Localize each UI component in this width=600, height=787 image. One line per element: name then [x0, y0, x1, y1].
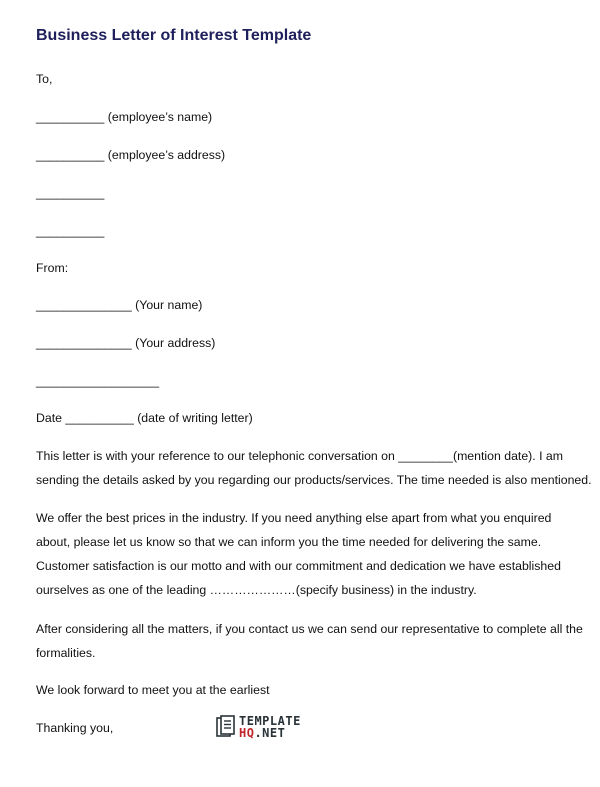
- paragraph-line: This letter is with your reference to our telephonic conversation on ________(mention date). I am: [36, 449, 564, 463]
- paragraph-line: We offer the best prices in the industry. If you need anything else apart from what you enquired: [36, 511, 552, 525]
- paragraph-line: Customer satisfaction is our motto and with our commitment and dedication we have established: [36, 559, 561, 573]
- paragraph-line: about, please let us know so that we can inform you the time needed for delivering the same.: [36, 535, 542, 549]
- employee-address-line: __________ (employee’s address): [36, 148, 226, 162]
- paragraph-line: ourselves as one of the leading …………………(specify business) in the industry.: [36, 583, 477, 597]
- templatehq-logo: [216, 715, 301, 739]
- paragraph-line: formalities.: [36, 646, 96, 660]
- employee-name-line: __________ (employee’s name): [36, 110, 213, 124]
- logo-text-hq: HQ: [239, 726, 255, 740]
- document-title: Business Letter of Interest Template: [36, 27, 312, 44]
- logo-text-net: .NET: [254, 726, 286, 740]
- from-label: From:: [36, 261, 69, 275]
- blank-line: __________: [36, 186, 105, 200]
- paragraph-line: After considering all the matters, if you contact us we can send our representative to complete all the: [36, 622, 583, 636]
- paragraph-line: sending the details asked by you regarding our products/services. The time needed is also mentioned.: [36, 473, 592, 487]
- your-address-line: ______________ (Your address): [36, 336, 216, 350]
- your-name-line: ______________ (Your name): [36, 298, 203, 312]
- blank-line: __________: [36, 224, 105, 238]
- closing-line: We look forward to meet you at the earliest: [36, 683, 270, 697]
- sign-off: Thanking you,: [36, 721, 114, 735]
- logo-text-template: TEMPLATE: [239, 714, 301, 728]
- document-icon: [216, 715, 236, 739]
- salutation-to: To,: [36, 72, 53, 86]
- date-line: Date __________ (date of writing letter): [36, 411, 253, 425]
- blank-line: __________________: [36, 374, 160, 388]
